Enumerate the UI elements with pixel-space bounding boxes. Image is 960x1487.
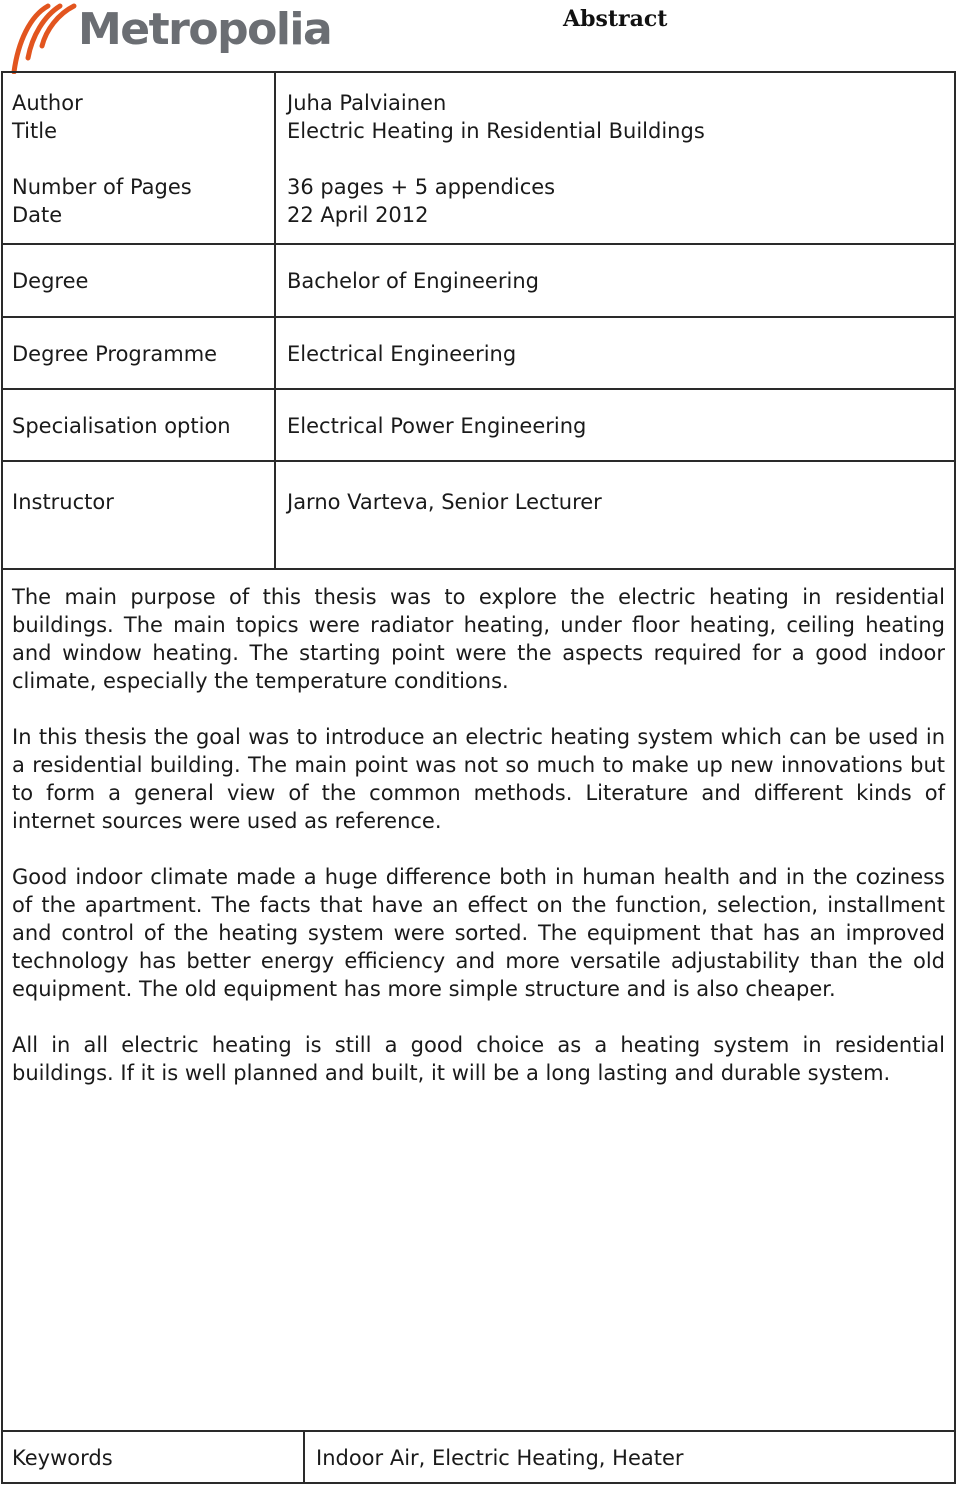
title-value: Electric Heating in Residential Buildings [287, 119, 705, 143]
abstract-paragraph: The main purpose of this thesis was to explore the electric heating in residential buildings. The main topics were radiator heating, under floor heating, ceiling heating and window heating. The starting point were the aspects required for a good indoor climate, especially the temperature conditions. [12, 585, 945, 693]
date-label: Date [12, 203, 63, 227]
author-value: Juha Palviainen [287, 91, 447, 115]
abstract-paragraph: Good indoor climate made a huge difference both in human health and in the coziness of the apartment. The facts that have an effect on the function, selection, installment and control of the heating system were sorted. The equipment that has an improved technology has better energy efficiency and more versatile adjustability than the old equipment. The old equipment has more simple structure and is also cheaper. [12, 865, 945, 1001]
programme-label: Degree Programme [12, 342, 218, 366]
author-label: Author [12, 91, 83, 115]
pages-label: Number of Pages [12, 175, 192, 199]
degree-value: Bachelor of Engineering [287, 269, 539, 293]
keywords-value: Indoor Air, Electric Heating, Heater [316, 1446, 684, 1470]
specialisation-label: Specialisation option [12, 414, 231, 438]
abstract-paragraph: All in all electric heating is still a good choice as a heating system in residential buildings. If it is well planned and built, it will be a long lasting and durable system. [12, 1033, 945, 1085]
title-label: Title [12, 119, 58, 143]
row-divider [1, 243, 956, 245]
row-divider [1, 1430, 956, 1432]
instructor-value: Jarno Varteva, Senior Lecturer [287, 490, 602, 514]
instructor-label: Instructor [12, 490, 114, 514]
column-divider [274, 71, 276, 570]
row-divider [1, 316, 956, 318]
degree-label: Degree [12, 269, 89, 293]
abstract-body [12, 583, 945, 1115]
specialisation-value: Electrical Power Engineering [287, 414, 587, 438]
page-title: Abstract [563, 6, 668, 32]
logo-swoosh-icon [8, 2, 78, 74]
metropolia-logo [8, 2, 332, 74]
row-divider [1, 460, 956, 462]
keywords-label: Keywords [12, 1446, 113, 1470]
logo-text: Metropolia [78, 4, 332, 55]
row-divider [1, 568, 956, 570]
abstract-paragraph: In this thesis the goal was to introduce an electric heating system which can be used in a residential building. The main point was not so much to make up new innovations but to form a general view of the common methods. Literature and different kinds of internet sources were used as reference. [12, 725, 945, 833]
programme-value: Electrical Engineering [287, 342, 517, 366]
column-divider [303, 1430, 305, 1484]
pages-value: 36 pages + 5 appendices [287, 175, 556, 199]
row-divider [1, 388, 956, 390]
date-value: 22 April 2012 [287, 203, 429, 227]
